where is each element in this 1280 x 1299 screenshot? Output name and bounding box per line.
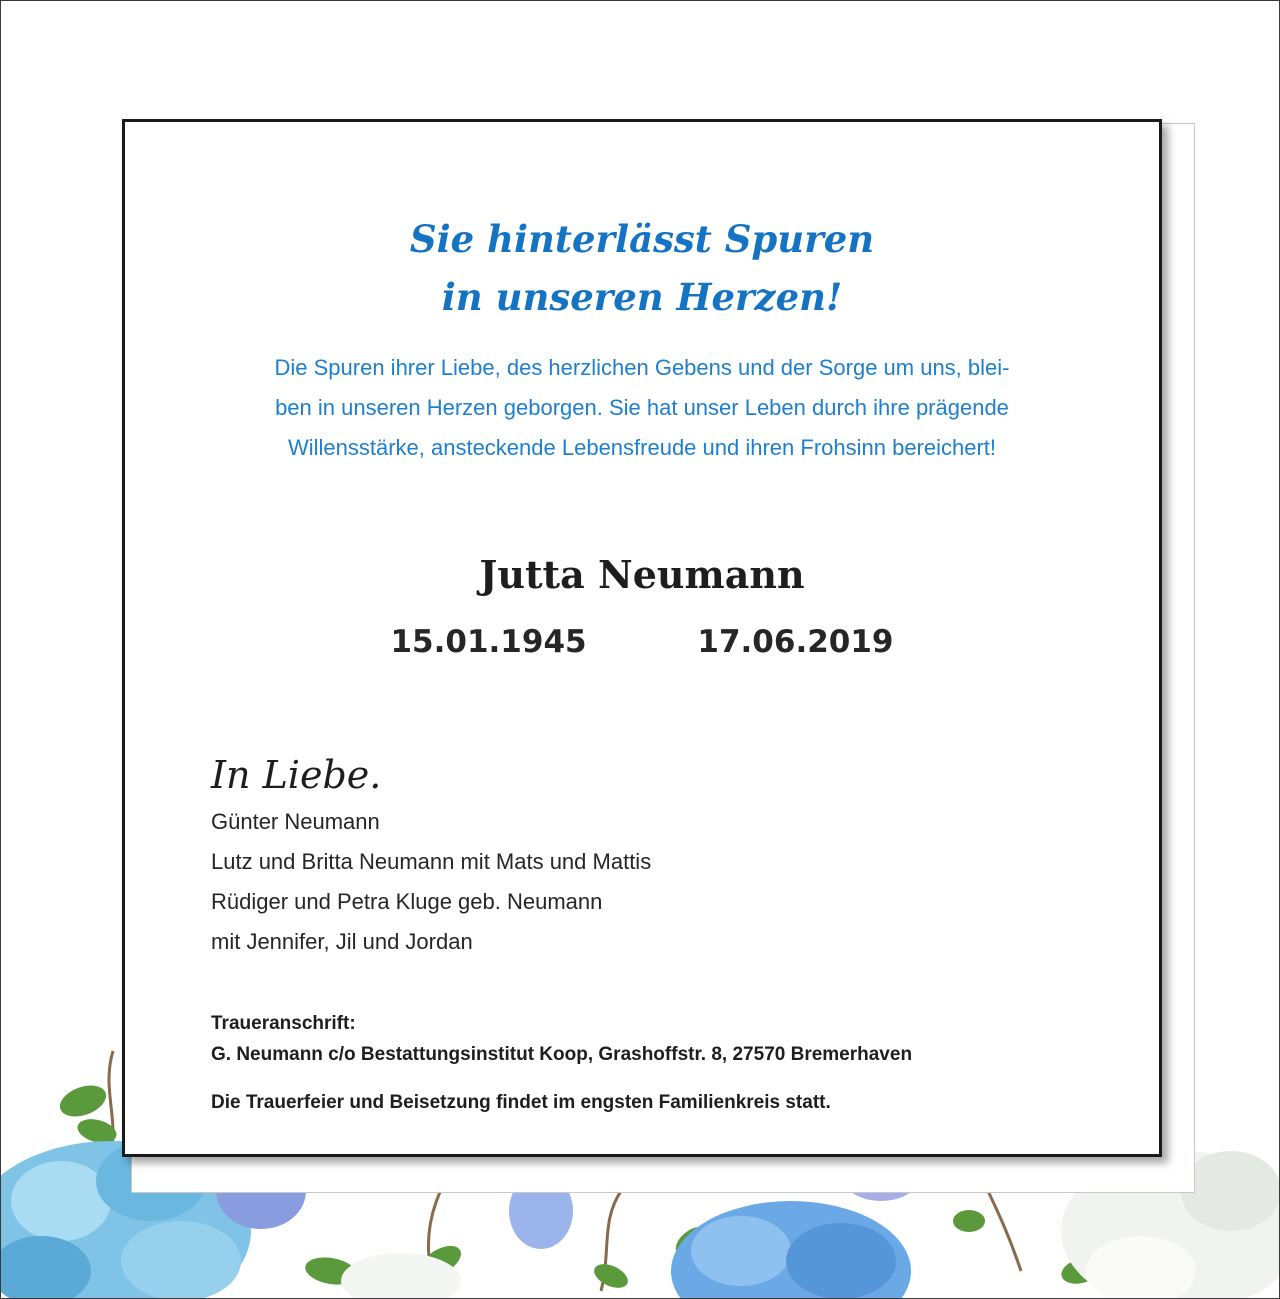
life-dates [125, 624, 1159, 660]
mourning-address [211, 1008, 1131, 1118]
address-text: G. Neumann c/o Bestattungsinstitut Koop, Grashoffstr. 8, 27570 Bremerhaven [211, 1044, 913, 1065]
intro-line: Die Spuren ihrer Liebe, des herzlichen Gebens und der Sorge um uns, blei- [274, 355, 1010, 380]
death-date: 17.06.2019 [697, 624, 894, 660]
headline [125, 210, 1159, 326]
intro-line: Willensstärke, ansteckende Lebensfreude und ihren Frohsinn bereichert! [287, 435, 997, 460]
headline-line-2: in unseren Herzen! [441, 275, 843, 319]
intro-line: ben in unseren Herzen geborgen. Sie hat unser Leben durch ihre prägende [275, 395, 1009, 420]
deceased-name: Jutta Neumann [479, 552, 805, 597]
family-member: Günter Neumann [211, 809, 380, 834]
address-label: Traueranschrift: [211, 1013, 356, 1034]
family-member: Lutz und Britta Neumann mit Mats und Mattis [211, 849, 652, 874]
obituary-card [122, 119, 1162, 1157]
birth-date: 15.01.1945 [390, 624, 587, 660]
intro-text [185, 348, 1099, 468]
headline-line-1: Sie hinterlässt Spuren [409, 217, 875, 261]
mourners-heading: In Liebe. [211, 753, 382, 797]
mourners-section [211, 750, 1011, 962]
family-member: Rüdiger und Petra Kluge geb. Neumann [211, 889, 603, 914]
family-member: mit Jennifer, Jil und Jordan [211, 929, 473, 954]
hydrangea-center [671, 1201, 911, 1298]
family-list [211, 802, 1011, 962]
funeral-notice: Die Trauerfeier und Beisetzung findet im engsten Familienkreis statt. [211, 1092, 831, 1113]
